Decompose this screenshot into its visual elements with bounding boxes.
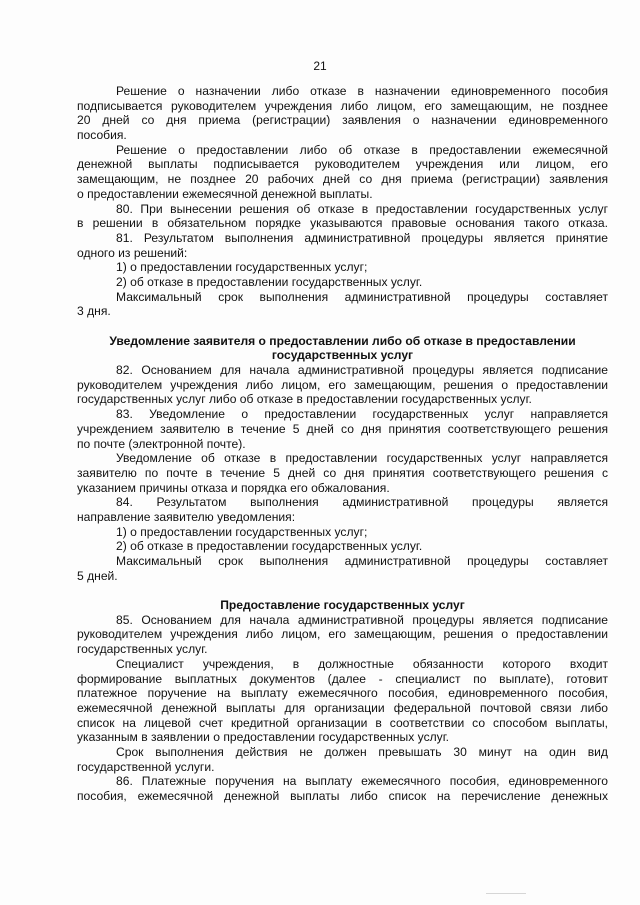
paragraph-line: 3 дня. [77,304,111,319]
paragraph-first-line: Максимальный срок выполнения административной процедуры составляет [116,289,608,304]
document-body [77,84,608,804]
paragraph-line: ежемесячной денежной выплаты для организации федеральной почтовой связи либо [77,700,608,715]
paragraph-first-line: Решение о предоставлении либо об отказе в предоставлении ежемесячной [116,142,608,157]
paragraph-first-line: Уведомление об отказе в предоставлении государственных услуг направляется [116,451,608,466]
paragraph-gap [77,319,608,334]
paragraph-line: список на лицевой счет кредитной организации в соответствии со способом выплаты, [77,715,608,730]
paragraph-line: по почте (электронной почте). [77,436,246,451]
paragraph-first-line: 83. Уведомление о предоставлении государственных услуг направляется [116,407,608,422]
page-number: 21 [313,59,327,73]
paragraph-line: направление заявителю уведомления: [77,509,296,524]
paragraph-first-line: 2) об отказе в предоставлении государственных услуг. [116,539,423,554]
paragraph-line: указанием причины отказа и порядка его обжалования. [77,480,390,495]
paragraph-line: 5 дней. [77,568,118,583]
paragraph-line: учреждением заявителю в течение 5 дней со дня принятия соответствующего решения [77,421,608,436]
section-heading: государственных услуг [271,348,414,363]
paragraph-line: пособия. [77,128,127,143]
section-heading: Предоставление государственных услуг [220,598,465,613]
paragraph-first-line: 84. Результатом выполнения административной процедуры является [116,495,608,510]
paragraph-line: государственной услуги. [77,759,215,774]
paragraph-line: о предоставлении ежемесячной денежной выплаты. [77,186,373,201]
paragraph-first-line: 81. Результатом выполнения административной процедуры является принятие [116,230,608,245]
paragraph-line: одного из решений: [77,245,188,260]
paragraph-line: руководителем учреждения либо лицом, его замещающим, решения о предоставлении [77,627,608,642]
paragraph-first-line: 86. Платежные поручения на выплату ежемесячного пособия, единовременного [116,774,608,789]
paragraph-first-line: Специалист учреждения, в должностные обязанности которого входит [116,656,608,671]
paragraph-first-line: 1) о предоставлении государственных услуг; [116,524,368,539]
paragraph-first-line: 1) о предоставлении государственных услуг; [116,260,368,275]
paragraph-line: заявителю по почте в течение 5 дней со дня принятия соответствующего решения с [77,465,608,480]
paragraph-line: в решении в обязательном порядке указываются правовые основания такого отказа. [77,216,608,231]
paragraph-line: руководителем учреждения либо лицом, его замещающим, решения о предоставлении [77,377,608,392]
paragraph-first-line: 2) об отказе в предоставлении государственных услуг. [116,274,423,289]
paragraph-first-line: 85. Основанием для начала административной процедуры является подписание [116,612,608,627]
paragraph-line: государственных услуг либо об отказе в предоставлении государственных услуг. [77,392,532,407]
paragraph-line: указанным в заявлении о предоставлении государственных услуг. [77,730,450,745]
paragraph-first-line: 82. Основанием для начала административной процедуры является подписание [116,363,608,378]
paragraph-first-line: Срок выполнения действия не должен превышать 30 минут на один вид [116,744,608,759]
paragraph-line: формирование выплатных документов (далее - специалист по выплате), готовит [77,671,608,686]
paragraph-line: денежной выплаты подписывается руководителем учреждения или лицом, его [77,157,608,172]
paragraph-line: пособия, ежемесячной денежной выплаты либо список на перечисление денежных [77,789,608,803]
paragraph-line: подписывается руководителем учреждения либо лицом, его замещающим, не позднее [77,98,608,113]
paragraph-line: государственных услуг. [77,642,208,657]
paragraph-gap [77,583,608,598]
paragraph-line: замещающим, не позднее 20 рабочих дней со дня приема (регистрации) заявления [77,172,608,187]
section-heading: Уведомление заявителя о предоставлении либо об отказе в предоставлении [109,333,576,348]
paragraph-line: 20 дней со дня приема (регистрации) заявления о назначении единовременного [77,113,608,128]
paragraph-first-line: 80. При вынесении решения об отказе в предоставлении государственных услуг [116,201,608,216]
paragraph-first-line: Решение о назначении либо отказе в назначении единовременного пособия [116,84,608,98]
paragraph-line: платежное поручение на выплату ежемесячного пособия, единовременного пособия, [77,686,608,701]
scan-artifact [486,893,526,894]
paragraph-first-line: Максимальный срок выполнения административной процедуры составляет [116,554,608,568]
